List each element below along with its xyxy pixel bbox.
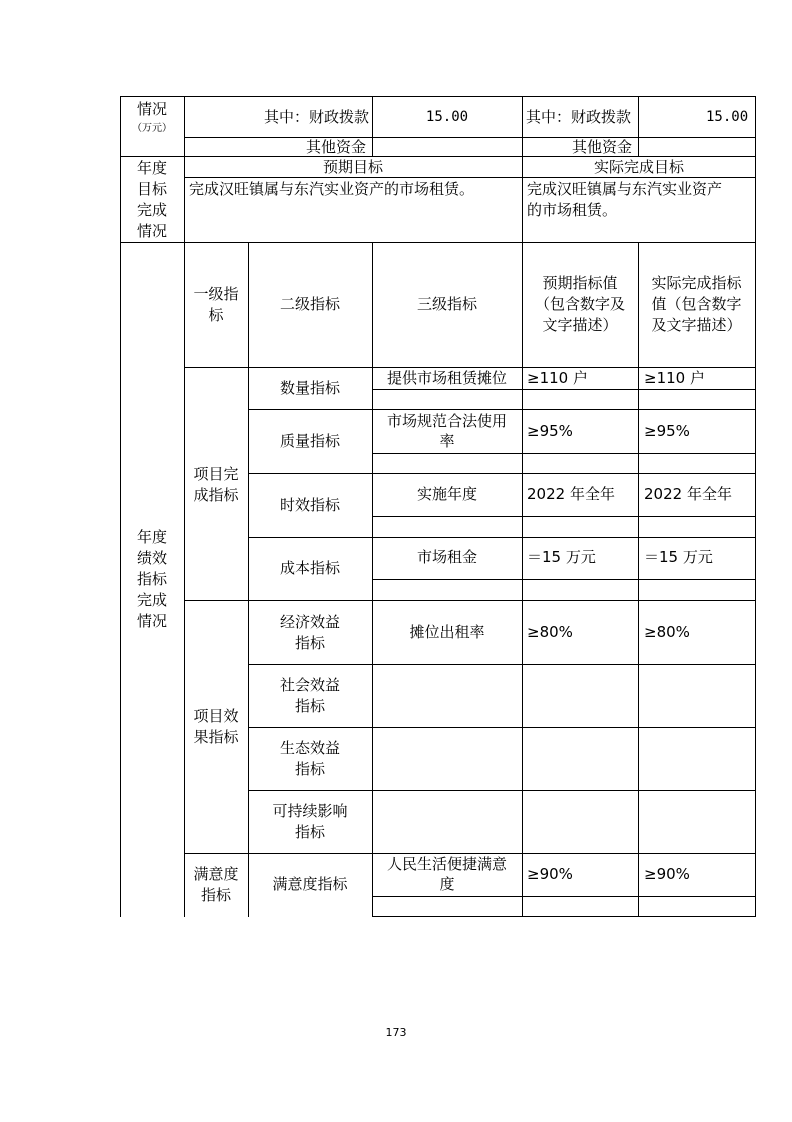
row-cost-level3: 市场租金 (416, 548, 477, 566)
annual-goal-label-4: 情况 (136, 222, 167, 240)
row-economic-actual: ≥80% (644, 623, 690, 641)
table-line (184, 177, 756, 178)
table-line (372, 896, 756, 897)
table-line (184, 137, 756, 138)
left-other-label: 其他资金 (306, 138, 367, 156)
table-line (248, 409, 756, 410)
indicator-section-label-1: 年度 (136, 528, 167, 546)
row-satisfaction-expected: ≥90% (527, 865, 573, 883)
expected-goal-header: 预期目标 (322, 158, 383, 176)
row-economic-level2-1: 经济效益 (279, 613, 340, 631)
row-economic-level3: 摊位出租率 (409, 623, 485, 641)
group-satisfaction-2: 指标 (200, 886, 231, 904)
row-social-level2-1: 社会效益 (279, 676, 340, 694)
header-actual-3: 及文字描述） (651, 316, 742, 334)
row-satisfaction-level3-2: 度 (439, 875, 455, 893)
annual-goal-label-3: 完成 (136, 201, 167, 219)
annual-goal-label-1: 年度 (136, 159, 167, 177)
table-line (522, 242, 523, 917)
row-quality-level3-2: 率 (439, 432, 455, 450)
row-cost-actual: ＝15 万元 (644, 548, 713, 566)
table-line (248, 664, 756, 665)
expected-goal-text: 完成汉旺镇属与东汽实业资产的市场租赁。 (189, 180, 475, 198)
header-level1-1: 一级指 (193, 285, 239, 303)
row-quality-expected: ≥95% (527, 422, 573, 440)
row-sustainable-level2-2: 指标 (294, 823, 325, 841)
header-expected-3: 文字描述） (542, 316, 618, 334)
table-line (248, 790, 756, 791)
table-line (184, 96, 185, 917)
row-cost-expected: ＝15 万元 (527, 548, 596, 566)
table-line (372, 242, 373, 917)
row-economic-level2-2: 指标 (294, 634, 325, 652)
row-timeliness-level2: 时效指标 (279, 496, 340, 514)
table-line (372, 453, 756, 454)
annual-goal-label-2: 目标 (136, 180, 167, 198)
row-quantity-level3: 提供市场租赁摊位 (386, 369, 507, 387)
row-quality-level3-1: 市场规范合法使用 (386, 412, 507, 430)
indicator-section-label-3: 指标 (136, 570, 167, 588)
row-quality-level2: 质量指标 (279, 432, 340, 450)
left-fiscal-label: 其中：财政拨款 (264, 108, 370, 126)
group-output-2: 成指标 (193, 486, 239, 504)
table-line (638, 242, 639, 917)
header-expected-2: （包含数字及 (534, 295, 625, 313)
row-quantity-expected: ≥110 户 (527, 369, 588, 387)
row-quantity-level2: 数量指标 (279, 379, 340, 397)
actual-goal-text-1: 完成汉旺镇属与东汽实业资产 (527, 180, 723, 198)
table-line (372, 916, 756, 917)
header-actual-1: 实际完成指标 (651, 274, 742, 292)
indicator-section-label-2: 绩效 (136, 549, 167, 567)
row-ecological-level2-1: 生态效益 (279, 739, 340, 757)
row-ecological-level2-2: 指标 (294, 760, 325, 778)
table-line (120, 96, 756, 97)
row-sustainable-level2-1: 可持续影响 (272, 802, 348, 820)
group-effect-1: 项目效 (193, 707, 239, 725)
table-line (372, 389, 756, 390)
group-effect-2: 果指标 (193, 728, 239, 746)
indicator-section-label-5: 情况 (136, 612, 167, 630)
right-fiscal-label: 其中：财政拨款 (526, 108, 632, 126)
row-timeliness-level3: 实施年度 (416, 485, 477, 503)
table-line (120, 242, 756, 243)
actual-goal-header: 实际完成目标 (593, 158, 684, 176)
funding-row-label: 情况 (136, 100, 167, 118)
row-satisfaction-actual: ≥90% (644, 865, 690, 883)
table-line (248, 473, 756, 474)
header-actual-2: 值（包含数字 (651, 295, 742, 313)
row-timeliness-actual: 2022 年全年 (644, 485, 732, 503)
table-line (184, 600, 756, 601)
row-quantity-actual: ≥110 户 (644, 369, 705, 387)
header-level3: 三级指标 (416, 295, 477, 313)
group-satisfaction-1: 满意度 (193, 865, 239, 883)
table-line (638, 96, 639, 156)
table-line (755, 96, 756, 917)
row-social-level2-2: 指标 (294, 697, 325, 715)
row-timeliness-expected: 2022 年全年 (527, 485, 615, 503)
right-other-label: 其他资金 (572, 138, 633, 156)
table-line (248, 727, 756, 728)
row-satisfaction-level3-1: 人民生活便捷满意 (386, 855, 507, 873)
indicator-section-label-4: 完成 (136, 591, 167, 609)
header-expected-1: 预期指标值 (542, 274, 618, 292)
right-fiscal-value: 15.00 (706, 109, 749, 125)
row-satisfaction-level2: 满意度指标 (272, 875, 348, 893)
header-level2: 二级指标 (279, 295, 340, 313)
table-line (372, 579, 756, 580)
actual-goal-text-2: 的市场租赁。 (527, 201, 618, 219)
row-economic-expected: ≥80% (527, 623, 573, 641)
funding-unit-label: （万元） (132, 123, 172, 134)
left-fiscal-value: 15.00 (425, 109, 469, 125)
row-quality-actual: ≥95% (644, 422, 690, 440)
header-level1-2: 标 (208, 306, 224, 324)
table-line (372, 516, 756, 517)
row-cost-level2: 成本指标 (279, 559, 340, 577)
table-line (248, 537, 756, 538)
page-number: 173 (385, 1026, 407, 1039)
group-output-1: 项目完 (193, 465, 239, 483)
